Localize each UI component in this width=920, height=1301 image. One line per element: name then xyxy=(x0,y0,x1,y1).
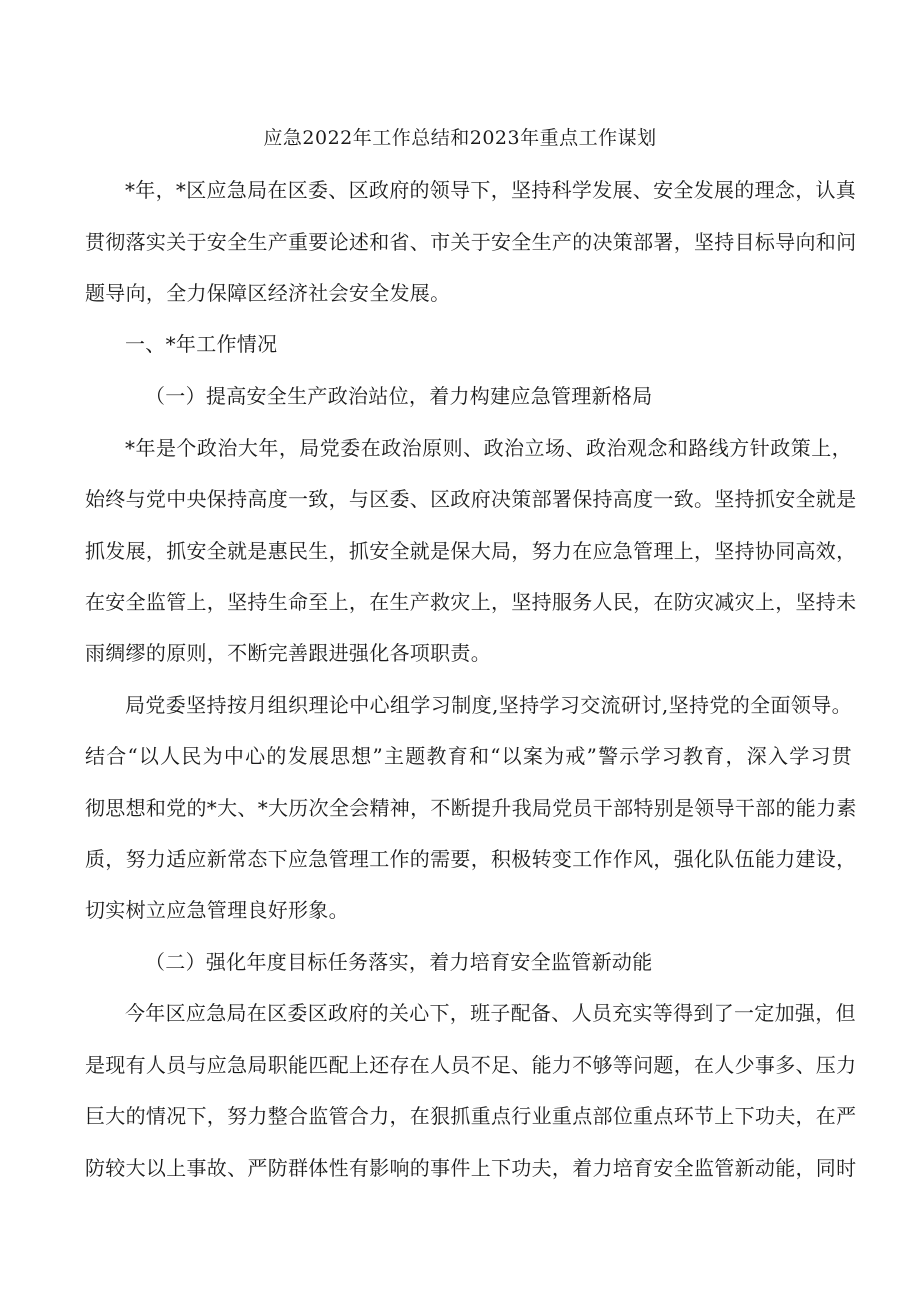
subsection-heading: （一）提高安全生产政治站位，着力构建应急管理新格局 xyxy=(145,384,653,408)
paragraph-line: 结合“以人民为中心的发展思想”主题教育和“以案为戒”警示学习教育，深入学习贯 xyxy=(85,744,852,768)
document-title: 应急2022年工作总结和2023年重点工作谋划 xyxy=(263,127,657,149)
paragraph-line: 彻思想和党的*大、*大历次全会精神，不断提升我局党员干部特别是领导干部的能力素 xyxy=(85,796,857,820)
paragraph-line: 局党委坚持按月组织理论中心组学习制度,坚持学习交流研讨,坚持党的全面领导。 xyxy=(125,693,852,717)
paragraph-line: *年是个政治大年，局党委在政治原则、政治立场、政治观念和路线方针政策上， xyxy=(125,436,852,460)
paragraph-line: 防较大以上事故、严防群体性有影响的事件上下功夫，着力培育安全监管新动能，同时 xyxy=(85,1156,857,1180)
subsection-heading: （二）强化年度目标任务落实，着力培育安全监管新动能 xyxy=(145,950,653,974)
paragraph-line: 抓发展，抓安全就是惠民生，抓安全就是保大局，努力在应急管理上，坚持协同高效， xyxy=(85,539,857,563)
paragraph-line: *年，*区应急局在区委、区政府的领导下，坚持科学发展、安全发展的理念，认真 xyxy=(125,178,857,202)
paragraph-line: 在安全监管上，坚持生命至上，在生产救灾上，坚持服务人民，在防灾减灾上，坚持未 xyxy=(85,590,857,614)
paragraph-line: 雨绸缪的原则，不断完善跟进强化各项职责。 xyxy=(85,641,491,665)
paragraph-line: 巨大的情况下，努力整合监管合力，在狠抓重点行业重点部位重点环节上下功夫，在严 xyxy=(85,1104,857,1128)
paragraph-line: 贯彻落实关于安全生产重要论述和省、市关于安全生产的决策部署，坚持目标导向和问 xyxy=(85,230,857,254)
paragraph-line: 题导向，全力保障区经济社会安全发展。 xyxy=(85,281,451,305)
paragraph-line: 质，努力适应新常态下应急管理工作的需要，积极转变工作作风，强化队伍能力建设， xyxy=(85,847,857,871)
paragraph-line: 切实树立应急管理良好形象。 xyxy=(85,898,349,922)
section-heading: 一、*年工作情况 xyxy=(125,332,278,356)
paragraph-line: 今年区应急局在区委区政府的关心下，班子配备、人员充实等得到了一定加强，但 xyxy=(125,1001,856,1025)
paragraph-line: 是现有人员与应急局职能匹配上还存在人员不足、能力不够等问题，在人少事多、压力 xyxy=(85,1053,857,1077)
paragraph-line: 始终与党中央保持高度一致，与区委、区政府决策部署保持高度一致。坚持抓安全就是 xyxy=(85,487,857,511)
